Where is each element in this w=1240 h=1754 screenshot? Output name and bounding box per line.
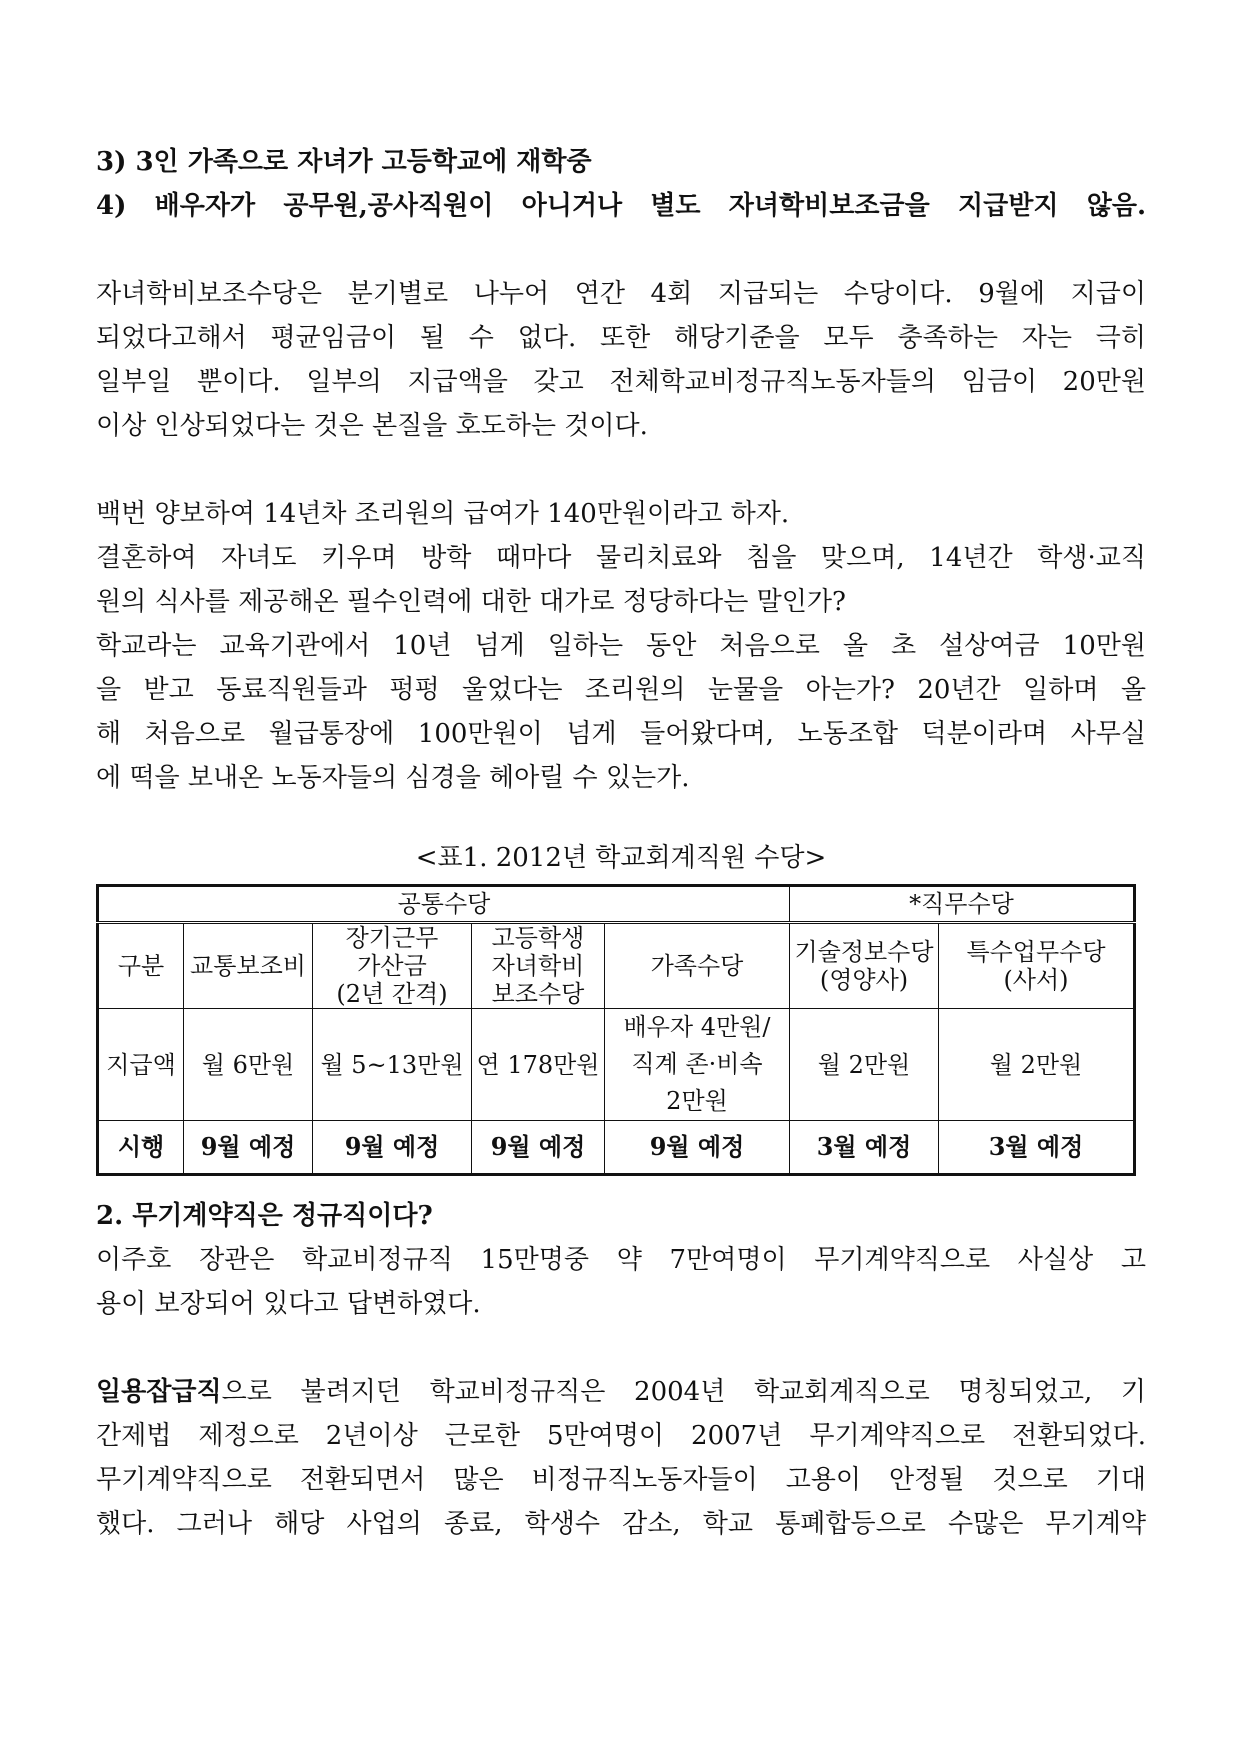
header-cell: 가족수당 [605, 923, 790, 1009]
text-line: 을 받고 동료직원들과 펑펑 울었다는 조리원의 눈물을 아는가? 20년간 일하며 올 [96, 675, 1146, 705]
text-line: 했다. 그러나 해당 사업의 종료, 학생수 감소, 학교 통폐합등으로 수많은 무기계약 [96, 1509, 1146, 1539]
table-header-row [98, 923, 1135, 1009]
table-cell: 3월 예정 [939, 1121, 1135, 1175]
header-cell: 교통보조비 [184, 923, 313, 1009]
text-line: 간제법 제정으로 2년이상 근로한 5만여명이 2007년 무기계약직으로 전환되었다. [96, 1421, 1146, 1451]
condition-item: 4) 배우자가 공무원,공사직원이 아니거나 별도 자녀학비보조금을 지급받지 않음. [96, 191, 1146, 221]
text-line: 되었다고해서 평균임금이 될 수 없다. 또한 해당기준을 모두 충족하는 자는 극히 [96, 323, 1146, 353]
paragraph-minister [96, 1238, 1146, 1326]
header-cell: 기술정보수당 (영양사) [790, 923, 939, 1009]
paragraph-cook [96, 492, 1146, 800]
header-cell: 특수업무수당 (사서) [939, 923, 1135, 1009]
table-cell: 월 2만원 [939, 1009, 1135, 1121]
table-cell: 배우자 4만원/ 직계 존·비속 2만원 [605, 1009, 790, 1121]
table-cell: 9월 예정 [605, 1121, 790, 1175]
text-line: 학교라는 교육기관에서 10년 넘게 일하는 동안 처음으로 올 초 설상여금 10만원 [96, 631, 1146, 661]
table-cell: 월 2만원 [790, 1009, 939, 1121]
text-line: 이주호 장관은 학교비정규직 15만명중 약 7만여명이 무기계약직으로 사실상 고 [96, 1245, 1146, 1275]
header-cell: 구분 [98, 923, 184, 1009]
table-row [98, 1121, 1135, 1175]
table-cell: 연 178만원 [472, 1009, 605, 1121]
paragraph-allowance [96, 272, 1146, 448]
text-line: 일용잡급직으로 불려지던 학교비정규직은 2004년 학교회계직으로 명칭되었고, 기 [96, 1377, 1146, 1407]
text-line: 자녀학비보조수당은 분기별로 나누어 연간 4회 지급되는 수당이다. 9월에 지급이 [96, 279, 1146, 309]
table-cell: 지급액 [98, 1009, 184, 1121]
table-cell: 시행 [98, 1121, 184, 1175]
allowance-table [96, 884, 1136, 1176]
header-cell: 장기근무 가산금 (2년 간격) [313, 923, 472, 1009]
table-cell: 9월 예정 [184, 1121, 313, 1175]
table-caption: <표1. 2012년 학교회계직원 수당> [415, 843, 827, 873]
text-line: 백번 양보하여 14년차 조리원의 급여가 140만원이라고 하자. [96, 499, 790, 529]
text-line: 용이 보장되어 있다고 답변하였다. [96, 1289, 481, 1319]
group-common-header: 공통수당 [98, 886, 790, 923]
section-title: 2. 무기계약직은 정규직이다? [96, 1201, 433, 1231]
table-cell: 월 5~13만원 [313, 1009, 472, 1121]
table-cell: 9월 예정 [472, 1121, 605, 1175]
text-line: 결혼하여 자녀도 키우며 방학 때마다 물리치료와 침을 맞으며, 14년간 학생·교직 [96, 543, 1146, 573]
text-line: 이상 인상되었다는 것은 본질을 호도하는 것이다. [96, 411, 648, 441]
document-body [96, 140, 1146, 1546]
table-group-row [98, 886, 1135, 923]
text-line: 무기계약직으로 전환되면서 많은 비정규직노동자들이 고용이 안정될 것으로 기대 [96, 1465, 1146, 1495]
text-line: 에 떡을 보내온 노동자들의 심경을 헤아릴 수 있는가. [96, 763, 690, 793]
header-cell: 고등학생 자녀학비 보조수당 [472, 923, 605, 1009]
table-cell: 3월 예정 [790, 1121, 939, 1175]
table-row [98, 1009, 1135, 1121]
text-line: 해 처음으로 월급통장에 100만원이 넘게 들어왔다며, 노동조합 덕분이라며 사무실 [96, 719, 1146, 749]
table-cell: 9월 예정 [313, 1121, 472, 1175]
conditions-list [96, 140, 1146, 228]
group-duty-header: *직무수당 [790, 886, 1135, 923]
text-line: 원의 식사를 제공해온 필수인력에 대한 대가로 정당하다는 말인가? [96, 587, 846, 617]
emphasis-term: 일용잡급직 [96, 1377, 222, 1407]
paragraph-history [96, 1370, 1146, 1546]
text-line: 일부일 뿐이다. 일부의 지급액을 갖고 전체학교비정규직노동자들의 임금이 20만원 [96, 367, 1146, 397]
condition-item: 3) 3인 가족으로 자녀가 고등학교에 재학중 [96, 147, 592, 177]
table-cell: 월 6만원 [184, 1009, 313, 1121]
